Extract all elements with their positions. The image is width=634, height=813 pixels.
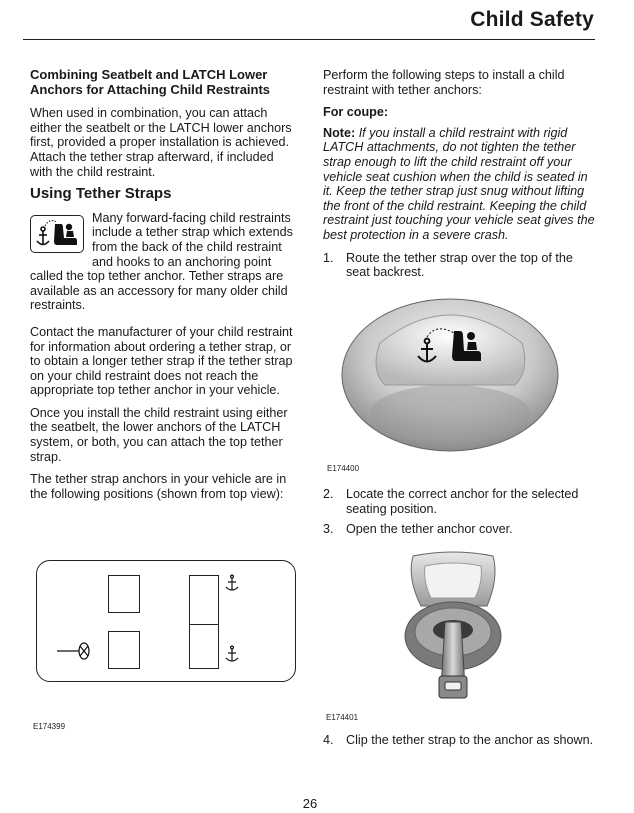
steering-wheel-icon [57, 643, 89, 659]
step-number: 2. [323, 487, 334, 501]
figure-code-1: E174399 [33, 722, 66, 731]
step-text: Locate the correct anchor for the selected seating position. [346, 487, 579, 516]
step-text: Clip the tether strap to the anchor as shown. [346, 733, 594, 747]
step-4-block [323, 733, 595, 754]
header-divider [23, 39, 595, 40]
figure-code-3: E174401 [326, 713, 359, 722]
paragraph-combination: When used in combination, you can attach either the seatbelt or the LATCH lower anchors first, provided a proper installation is achieved. Attach the tether strap afterward, if included with the child restraint. [30, 106, 292, 179]
paragraph-once: Once you install the child restraint using either the seatbelt, the lower anchors of the LATCH system, or both, you can attach the top tether strap. [30, 405, 288, 464]
figure-code-2: E174400 [327, 464, 360, 473]
step-number: 3. [323, 522, 334, 537]
page-title: Child Safety [470, 8, 594, 31]
note-label: Note: [323, 125, 356, 140]
seat-backrest-figure [340, 295, 560, 455]
step-2 [323, 487, 595, 516]
section-heading-combining: Combining Seatbelt and LATCH Lower Anchors for Attaching Child Restraints [30, 67, 271, 97]
step-3 [323, 522, 595, 537]
paragraph-tether-intro: Many forward-facing child restraints include a tether strap which extends from the back of the child restraint and hooks to an anchoring point called the top tether anchor. Tether straps are available as an accessory for many older child restraints. [30, 210, 293, 313]
tether-intro [30, 211, 298, 313]
left-column [30, 68, 298, 509]
note-text: If you install a child restraint with rigid LATCH attachments, do not tighten the tether strap enough to lift the child restraint off your vehicle seat cushion when the child is seated in it. Keep the tether strap just snug without lifting the front of the child restraint. Keeping the child restraint just touching your vehicle seat gives the best protection in a severe crash. [323, 125, 595, 242]
step-4 [323, 733, 595, 748]
note-block [323, 126, 595, 243]
subheading-coupe: For coupe: [323, 105, 389, 120]
child-seat-tether-icon [30, 215, 84, 253]
tether-anchor-cover-figure [395, 548, 510, 713]
step-1 [323, 251, 595, 280]
step-number: 4. [323, 733, 334, 747]
tether-anchor-diagram [36, 560, 296, 682]
paragraph-contact: Contact the manufacturer of your child restraint for information about ordering a tether strap, or to obtain a longer tether strap if the tether strap on your child restraint does not reach the appropriate top tether anchor in your vehicle. [30, 324, 293, 398]
step-text: Open the tether anchor cover. [346, 522, 513, 537]
paragraph-positions: The tether strap anchors in your vehicle are in the following positions (shown from top view): [30, 472, 287, 501]
right-column [323, 68, 595, 286]
steps-2-3 [323, 487, 595, 543]
paragraph-steps-intro: Perform the following steps to install a child restraint with tether anchors: [323, 68, 565, 97]
section-heading-tether-straps: Using Tether Straps [30, 185, 172, 203]
page-number: 26 [302, 796, 318, 811]
anchor-symbol-icon [226, 575, 238, 661]
step-text: Route the tether strap over the top of the seat backrest. [346, 250, 573, 280]
step-number: 1. [323, 250, 334, 265]
